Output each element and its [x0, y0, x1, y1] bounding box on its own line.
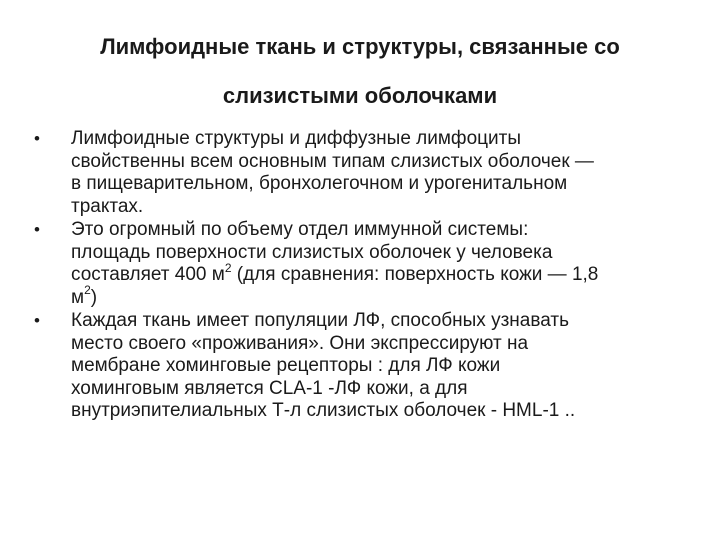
bullet-1-line-1: Лимфоидные структуры и диффузные лимфоциты	[71, 128, 521, 149]
superscript-2: 2	[224, 260, 232, 275]
superscript-2: 2	[84, 283, 91, 298]
bullet-item-2	[34, 219, 694, 309]
bullet-2-line-4	[71, 283, 694, 310]
bullet-3-line-2: место своего «проживания». Они экспрессируют на	[71, 332, 529, 354]
bullet-marker: •	[34, 311, 40, 330]
bullet-3-line-1: Каждая ткань имеет популяции ЛФ, способных узнавать	[71, 310, 569, 331]
bullet-2-line-3-text-a: составляет 400 м	[71, 264, 225, 285]
bullet-2-line-2: площадь поверхности слизистых оболочек у человека	[71, 241, 553, 263]
bullet-2-line-3	[71, 260, 694, 287]
slide-title-line-1: Лимфоидные ткань и структуры, связанные со	[100, 34, 620, 59]
bullet-2-line-3-text-b: (для сравнения: поверхность кожи — 1,8	[231, 264, 599, 285]
bullet-3-line-3: мембране хоминговые рецепторы : для ЛФ кожи	[71, 355, 501, 376]
bullet-3-line-4: хоминговым является CLA-1 -ЛФ кожи, а для	[71, 377, 468, 399]
bullet-2-line-1: Это огромный по объему отдел иммунной системы:	[71, 219, 529, 240]
bullet-item-1	[34, 128, 694, 218]
bullet-marker: •	[34, 129, 40, 148]
bullet-2-line-4-text-b: )	[90, 286, 98, 308]
slide-title-line-2: слизистыми оболочками	[222, 83, 498, 108]
bullet-1-line-3: в пищеварительном, бронхолегочном и урогенитальном	[71, 173, 568, 194]
bullet-1-line-2: свойственны всем основным типам слизистых оболочек —	[71, 150, 594, 172]
bullet-item-3	[34, 310, 694, 423]
bullet-2-line-4-text-a: м	[71, 286, 85, 308]
bullet-1-line-4: трактах.	[71, 195, 144, 217]
bullet-3-line-5: внутриэпителиальных Т-л слизистых оболочек - HML-1 ..	[71, 400, 576, 421]
bullet-list	[34, 128, 694, 424]
bullet-marker: •	[34, 220, 40, 239]
slide-title	[40, 22, 680, 120]
